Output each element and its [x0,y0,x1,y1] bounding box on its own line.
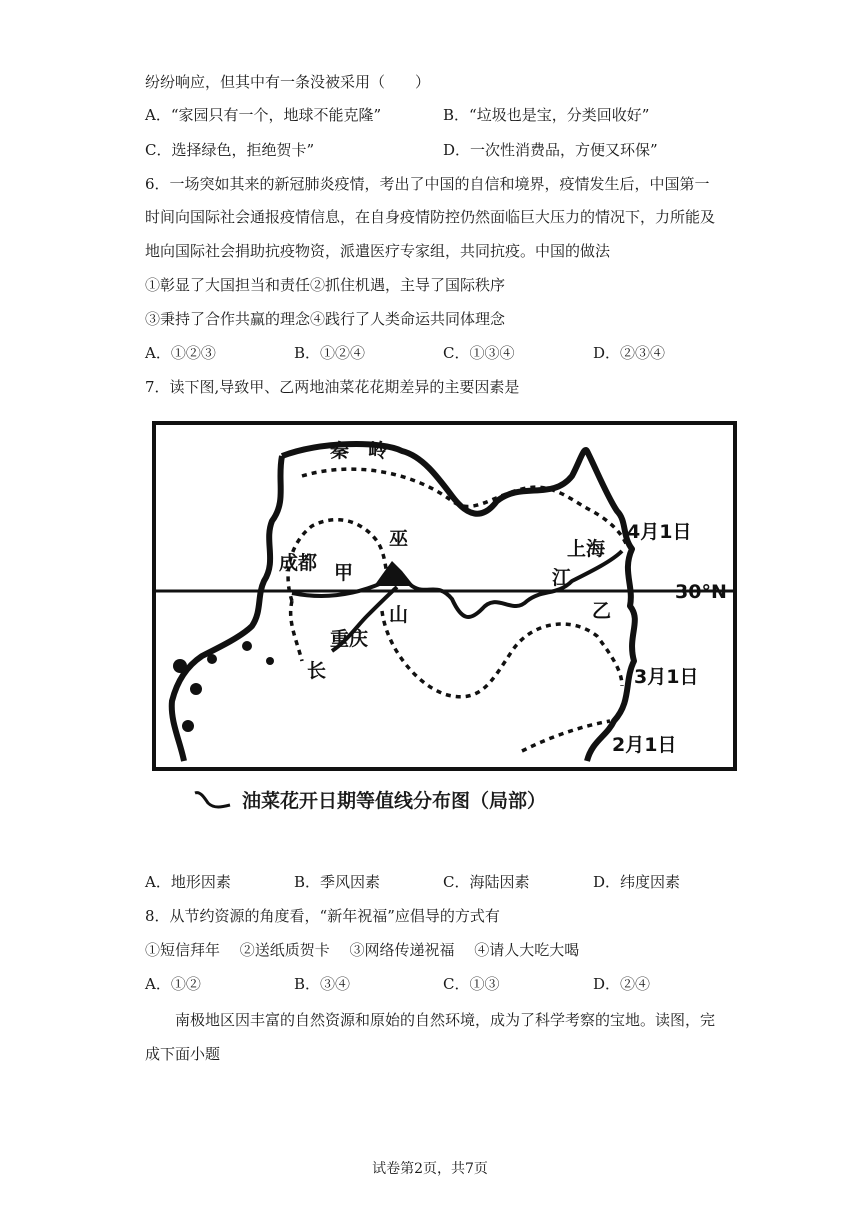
q6-option-b: B．①②④ [294,344,366,362]
q5-option-a: A．“家园只有一个，地球不能克隆” [145,106,382,124]
q7-option-b: B．季风因素 [294,873,381,891]
passage-intro-line1: 南极地区因丰富的自然资源和原始的自然环境，成为了科学考察的宝地。读图，完 [175,1011,716,1029]
q7-option-a: A．地形因素 [145,873,231,891]
q8-option-d: D．②④ [593,975,651,993]
question-6-stem-line2: 时间向国际社会通报疫情信息，在自身疫情防控仍然面临巨大压力的情况下，力所能及 [145,208,716,226]
map-frame [154,423,735,769]
q7-option-c: C．海陆因素 [443,873,530,891]
map-legend [192,782,546,816]
q6-option-d: D．②③④ [593,344,666,362]
question-6-statements-1: ①彰显了大国担当和责任②抓住机遇，主导了国际秩序 [145,276,506,294]
q5-option-b: B．“垃圾也是宝，分类回收好” [443,106,650,124]
q8-option-b: B．③④ [294,975,351,993]
label-shan: 山 [389,604,409,626]
label-mar1: 3月1日 [634,666,699,688]
q8-option-c: C．①③ [443,975,500,993]
question-5-stem-continuation: 纷纷响应，但其中有一条没被采用（ ） [145,73,431,91]
question-6-stem-line1: 6．一场突如其来的新冠肺炎疫情，考出了中国的自信和境界，疫情发生后，中国第一 [145,175,710,193]
label-30n: 30°N [675,581,727,603]
label-feb1: 2月1日 [612,734,677,756]
question-8-items: ①短信拜年 ②送纸质贺卡 ③网络传递祝福 ④请人大吃大喝 [145,941,580,959]
map-legend-title: 油菜花开日期等值线分布图（局部） [242,789,547,812]
q5-option-c: C．选择绿色，拒绝贺卡” [145,141,315,159]
label-apr1: 4月1日 [627,521,692,543]
rapeseed-flowering-map [152,421,737,771]
yangtze-river [292,551,622,617]
question-8-stem: 8．从节约资源的角度看，“新年祝福”应倡导的方式有 [145,907,500,925]
isoline-legend-icon [192,787,232,811]
label-jiang: 江 [552,567,572,589]
q7-option-d: D．纬度因素 [593,873,681,891]
question-6-stem-line3: 地向国际社会捐助抗疫物资，派遣医疗专家组，共同抗疫。中国的做法 [145,242,611,260]
isoline-apr1 [302,469,627,546]
label-jia: 甲 [334,562,354,584]
label-shanghai: 上海 [567,538,606,560]
question-6-statements-2: ③秉持了合作共赢的理念④践行了人类命运共同体理念 [145,310,506,328]
q8-option-a: A．①② [145,975,201,993]
wushan-mountain [374,561,414,586]
map-svg [152,421,737,771]
q5-option-d: D．一次性消费品，方便又环保” [443,141,658,159]
label-chongqing: 重庆 [330,628,369,650]
label-chang: 长 [307,660,327,682]
label-qinling: 秦 岭 [330,440,388,462]
q6-option-c: C．①③④ [443,344,515,362]
q6-option-a: A．①②③ [145,344,216,362]
label-yi: 乙 [592,600,612,622]
west-boundary [172,456,282,761]
isoline-mar1 [382,611,622,697]
question-7-stem: 7．读下图,导致甲、乙两地油菜花花期差异的主要因素是 [145,378,520,396]
coastline [282,444,635,761]
label-wu: 巫 [389,528,409,550]
passage-intro-line2: 成下面小题 [145,1045,221,1063]
label-chengdu: 成都 [279,552,318,574]
page-footer: 试卷第2页，共7页 [372,1161,488,1177]
